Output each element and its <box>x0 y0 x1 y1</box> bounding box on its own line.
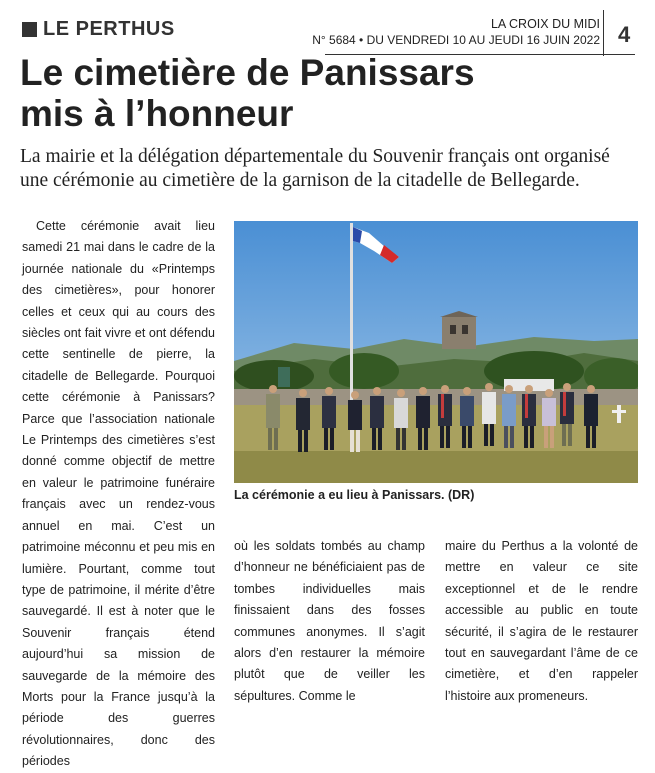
headline-line-1: Le cimetière de Panissars <box>20 52 475 93</box>
article-column-3: maire du Perthus a la volonté de mettre en valeur ce site exceptionnel et de le rendre accessible au public en toute sécurité, il s’agira de le restaurer tout en sauvegardant l’âme de ce cimetière, et d’en rappeler l’histoire aux promeneurs. <box>445 539 638 703</box>
issue-info: N° 5684 • DU VENDREDI 10 AU JEUDI 16 JUIN 2022 <box>312 33 600 47</box>
section-square-icon <box>22 22 37 37</box>
masthead <box>312 16 600 48</box>
photo-caption: La cérémonie a eu lieu à Panissars. (DR) <box>234 488 475 502</box>
publication-name: LA CROIX DU MIDI <box>490 17 600 31</box>
article-column-2: où les soldats tombés au champ d’honneur ne bénéficiaient pas de tombes individuelles mais finissaient dans des fosses communes anonymes. Il s’agit alors d’en restaurer la mémoire plutôt que de veiller les sépultures. Comme le <box>234 539 425 703</box>
section-label <box>22 18 175 41</box>
article-deck: La mairie et la délégation départementale du Souvenir français ont organisé une cérémonie au cimetière de la garnison de la citadelle de Bellegarde. <box>20 146 610 191</box>
ceremony-photo-illustration <box>234 221 638 483</box>
page-number: 4 <box>618 22 631 47</box>
ceremony-photo <box>234 221 638 483</box>
headline <box>20 52 640 134</box>
section-name: LE PERTHUS <box>43 18 175 40</box>
column-1-text: Cette cérémonie avait lieu samedi 21 mai dans le cadre de la journée nationale du «Printemps des cimetières», pour honorer celles et ceux qui au cours des siècles ont fait vivre et ont défendu cette sentinelle de pierre, la citadelle de Bellegarde. Pourquoi cette cérémonie à Panissars? Parce que l’association nationale Le Printemps des cimetières s’est donné comme objectif de mettre en valeur le patrimoine funéraire français avec un rendez-vous annuel en mai. C’est un patrimoine méconnu et peu mis en lumière. Pourtant, comme tout type de patrimoine, il mérite d’être sauvegardé. Il est à noter que le Souvenir français étend aujourd’hui sa mission de sauvegarde de la mémoire des Morts pour la France jusqu’à la période des guerres révolutionnaires, donc des périodes <box>22 219 215 769</box>
article-column-1 <box>22 216 215 773</box>
masthead-divider <box>603 10 604 56</box>
headline-line-2: mis à l’honneur <box>20 93 294 134</box>
